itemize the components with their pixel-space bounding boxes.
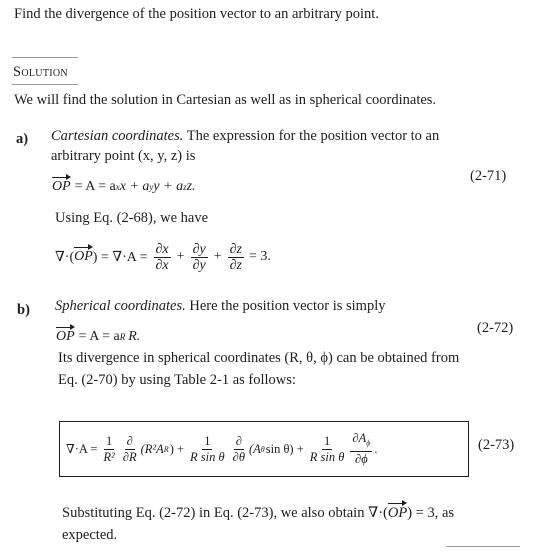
vector-op: OP [387,505,408,521]
part-a-line2: arbitrary point (x, y, z) is [51,148,196,164]
vector-op: OP [52,179,71,194]
page-bottom-rule [446,546,520,547]
vector-op: OP [56,329,75,344]
solution-heading: Solution [13,64,68,80]
part-a-label: a) [16,131,29,147]
equation-2-71: OP = A = a x x + a y y + a z z. [52,179,196,194]
part-a-line1-text: The expression for the position vector to an [186,128,440,144]
solution-intro: We will find the solution in Cartesian as well as in spherical coordinates. [14,92,437,108]
fraction-1-over-rsin: $\frac{1}{\text{R sin θ}}$ [190,433,225,464]
part-b-label: b) [17,302,30,318]
part-a-heading: Cartesian coordinates. [51,128,184,144]
conclusion-line2: expected. [62,527,118,543]
fraction-d-dtheta: $\frac{\partial}{\partial\theta}$ [232,433,245,464]
part-b-line1-text: Here the position vector is simply [189,298,386,314]
fraction-dz: $\frac{\partial z}{\partial z}$ [229,241,242,273]
part-b-line3: Eq. (2-70) by using Table 2-1 as follows: [58,372,296,388]
equation-number-2-72: (2-72) [477,320,514,336]
part-b-line1 [55,298,386,315]
part-b-heading: Spherical coordinates. [55,298,186,314]
equation-number-2-73: (2-73) [478,437,515,453]
fraction-dAphi-dphi: $\frac{\partial A_\phi}{\partial\phi}$ [352,431,371,466]
heading-rule-bottom [12,84,78,85]
equation-2-72: OP = A = a R R. [56,329,141,344]
part-b-line2: Its divergence in spherical coordinates (R, θ, ϕ) can be obtained from [58,350,460,366]
equation-div-spherical: ∇·A = $\frac{1}{\text{R²}}$ $\frac{\partial}{\partial R}$ (R²A R ) + $\frac{1}{\text{R sin θ}}$ $\frac{\partial}{\partial\theta}$ (A θ sin θ) + $\frac{1}{\text{R sin θ}}$ $\frac{\partial A_\phi}{\partial\phi}$ . [66,431,378,466]
using-eq-text: Using Eq. (2-68), we have [55,210,209,226]
fraction-dx: $\frac{\partial x}{\partial x}$ [155,241,169,273]
heading-rule-top [12,57,78,58]
fraction-1-over-rsin-2: $\frac{1}{\text{R sin θ}}$ [309,433,345,464]
vector-op: OP [74,249,93,264]
problem-statement: Find the divergence of the position vector to an arbitrary point. [14,6,379,22]
part-a-line1 [51,128,439,145]
equation-div-cartesian: ∇·( OP ) = ∇·A = $\frac{\partial x}{\partial x}$ + $\frac{\partial y}{\partial y}$ + $\frac{\partial z}{\partial z}$ = 3. [55,241,271,273]
fraction-d-dr: $\frac{\partial}{\partial R}$ [122,433,137,464]
fraction-1-over-r2: $\frac{1}{\text{R²}}$ [103,433,115,464]
boxed-equation-2-73 [59,421,469,477]
equation-number-2-71: (2-71) [470,168,507,184]
fraction-dy: $\frac{\partial y}{\partial y}$ [192,241,206,273]
conclusion-line1: Substituting Eq. (2-72) in Eq. (2-73), we also obtain ∇·(OP) = 3, as [62,505,455,521]
